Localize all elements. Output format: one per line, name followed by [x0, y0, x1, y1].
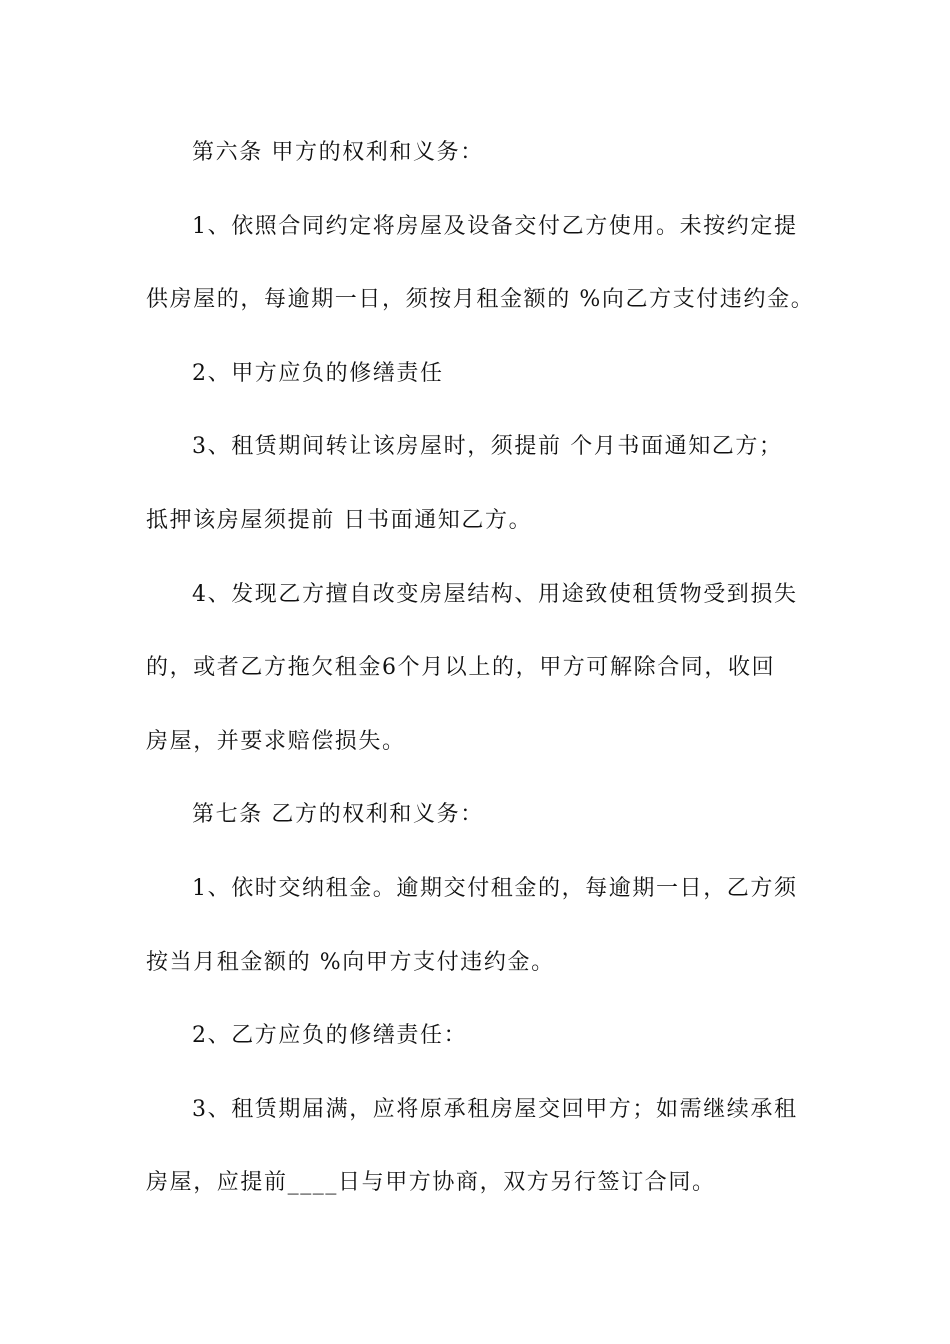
- article-7-item-1-line-1: 1、依时交纳租金。逾期交付租金的，每逾期一日，乙方须: [192, 875, 798, 901]
- article-7-heading: 第七条 乙方的权利和义务：: [192, 802, 484, 828]
- article-6-item-4-line-3: 房屋，并要求赔偿损失。: [146, 728, 406, 754]
- article-6-heading: 第六条 甲方的权利和义务：: [192, 140, 484, 165]
- article-6-item-2: 2、甲方应负的修缮责任: [192, 360, 444, 386]
- article-6-item-1-line-2: 供房屋的，每逾期一日，须按月租金额的 %向乙方支付违约金。: [146, 287, 815, 313]
- contract-text: [146, 127, 815, 1231]
- article-7-item-3-line-2: 房屋，应提前____日与甲方协商，双方另行签订合同。: [146, 1170, 716, 1196]
- article-6-item-4-line-2: 的，或者乙方拖欠租金6个月以上的，甲方可解除合同，收回: [146, 655, 776, 681]
- article-7-item-2: 2、乙方应负的修缮责任：: [192, 1023, 468, 1049]
- article-6-item-3-line-2: 抵押该房屋须提前 日书面通知乙方。: [146, 507, 533, 533]
- article-6-item-4-line-1: 4、发现乙方擅自改变房屋结构、用途致使租赁物受到损失: [192, 581, 798, 607]
- article-7-item-3-line-1: 3、租赁期届满，应将原承租房屋交回甲方；如需继续承租: [192, 1096, 798, 1122]
- article-7-item-1-line-2: 按当月租金额的 %向甲方支付违约金。: [146, 949, 555, 975]
- article-6-item-1-line-1: 1、依照合同约定将房屋及设备交付乙方使用。未按约定提: [192, 213, 798, 239]
- article-6-item-3-line-1: 3、租赁期间转让该房屋时，须提前 个月书面通知乙方；: [192, 434, 783, 460]
